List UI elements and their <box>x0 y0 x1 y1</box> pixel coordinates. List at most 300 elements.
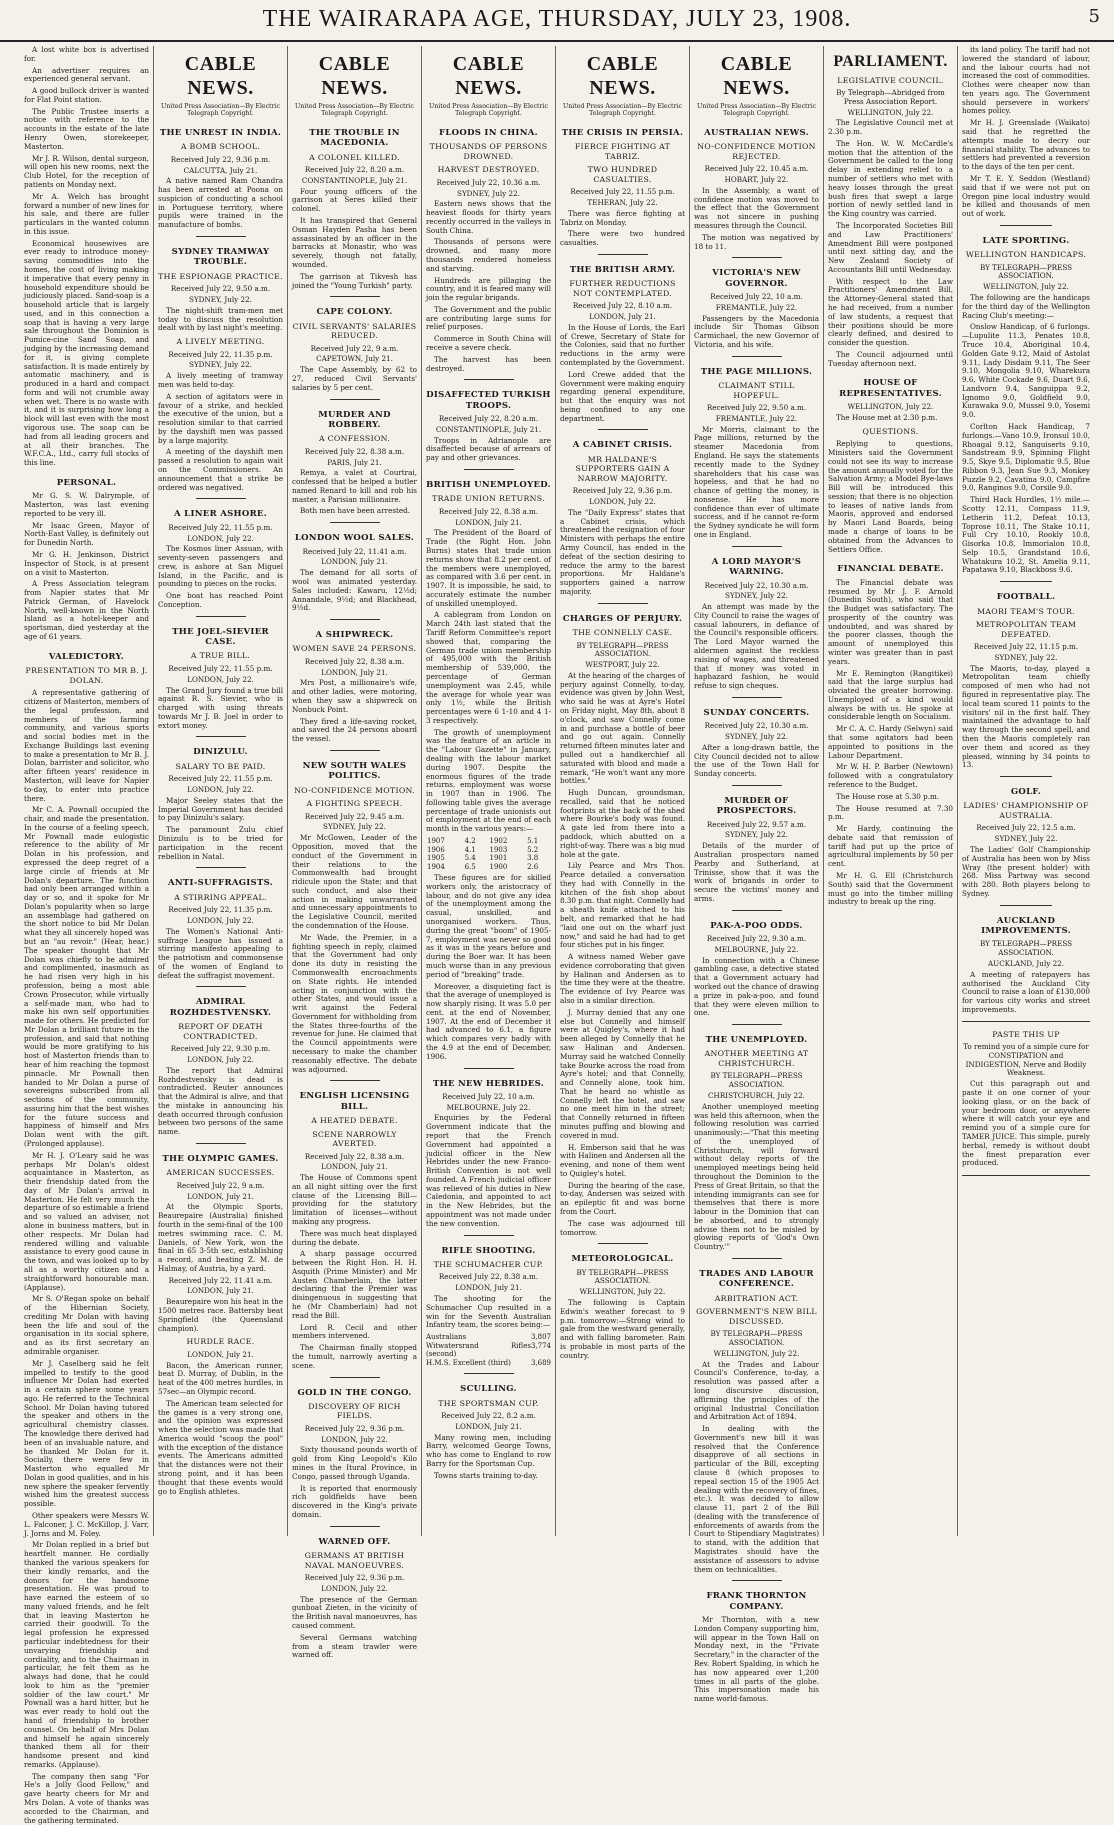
dateline: LONDON, July 21. <box>187 1286 254 1296</box>
dateline: Received July 22, 11.35 p.m. <box>168 905 273 915</box>
paragraph: A meeting of ratepayers has authorised the Auckland City Council to raise a loan of £130,000 for various city works and street improvements. <box>962 969 1090 1014</box>
section-heading: SUNDAY CONCERTS. <box>703 707 810 718</box>
dateline: FREMANTLE, July 22. <box>715 413 798 423</box>
section-heading: THE UNEMPLOYED. <box>705 1035 808 1046</box>
dateline: WELLINGTON, July 22. <box>713 1348 800 1358</box>
divider <box>196 498 246 499</box>
section-heading: THE BRITISH ARMY. <box>569 264 676 275</box>
section-heading: LATE SPORTING. <box>982 235 1070 246</box>
dateline: Received July 22, 10.30 a.m. <box>704 721 809 731</box>
section-heading: GOLF. <box>1010 787 1042 798</box>
page-number: 5 <box>1088 6 1100 27</box>
paragraph: A representative gathering of citizens of Masterton, members of the legal profession, and members of the farming community, and various sports and social bodies met in the Exchange Buildings last evening to make a presentation to Mr B. J. Dolan, barrister and solicitor, who after fifteen years' residence in Masterton, will leave for Napier to-day, to enter into practice there. <box>24 688 149 803</box>
dateline: LONDON, July 21. <box>321 1162 388 1172</box>
paragraph: Lily Pearce and Mrs Thos. Pearce detailed a conversation they had with Connelly in the kitchen of the fish shop about 8.30 p.m. that night. Connelly had a sheath knife attached to his belt, and remarked that he had "laid one out on the wharf just now," and said he had had to get four stiches put in his finger. <box>560 861 685 950</box>
divider <box>732 1580 782 1581</box>
dateline: Received July 22, 8.20 a.m. <box>438 414 539 424</box>
team-score: 3,774 <box>530 1341 551 1350</box>
section-subheading: GOVERNMENT'S NEW BILL DISCUSSED. <box>696 1307 817 1326</box>
section-subheading: WOMEN SAVE 24 PERSONS. <box>292 644 417 654</box>
paragraph: The Grand Jury found a true bill against R. S. Sievier, who is charged with using threats towards Mr J. B. Joel in order to extort money. <box>158 685 283 730</box>
paragraph: The night-shift tram-men met today to discuss the resolution dealt with by last night's meeting. <box>158 305 283 333</box>
paragraph: Remya, a valet at Courtrai, confessed that he helped a butler named Renard to kill and rob his master, a Parisian millionaire. <box>292 468 417 504</box>
paragraph: Other speakers were Messrs W. L. Falconer, J. C. McKillop, J. Varr, J. Jorns and M. Foley. <box>24 1511 149 1538</box>
section-heading: CHARGES OF PERJURY. <box>562 613 683 624</box>
dateline: LONDON, July 22. <box>187 533 254 543</box>
paragraph: The company then sang "For He's a Jolly Good Fellow," and gave hearty cheers for Mr and Mrs Dolan. A vote of thanks was accorded to the Chairman, and the gathering terminated. <box>24 1771 149 1825</box>
section-subheading: HURDLE RACE. <box>186 1337 255 1347</box>
dateline: SYDNEY, July 22. <box>994 652 1058 662</box>
dateline: Received July 22, 9.30 p.m. <box>170 1044 271 1054</box>
divider <box>464 379 514 380</box>
section-heading: HOUSE OF REPRESENTATIVES. <box>839 378 942 399</box>
paragraph: Mr J. Caselberg said he felt impelled to testify to the good influence Mr Dolan had exerted in a certain sphere some years ago. He referred to the Technical School. Mr Dolan having tutored the speaker and others in the agricultural chemistry classes. The knowledge there derived had been of an invaluable nature, and he thanked Mr Dolan for it. Socially, there were few in Masterton who equalled Mr Dolan in good qualities, and in his new sphere the speaker fervently wished him the greatest success possible. <box>24 1358 149 1509</box>
paragraph: The Women's National Anti-suffrage League has issued a stirring manifesto appealing to the patriotism and commonsense of the women of England to defeat the suffragist movement. <box>158 926 283 980</box>
table-cell: 5.4 <box>464 854 476 863</box>
team-name: H.M.S. Excellent (third) <box>426 1358 511 1367</box>
paragraph: The following is Captain Edwin's weather forecast to 9 p.m. tomorrow:—Strong wind to gale from the westward generally, and with falling barometer. Rain is probable in most parts of the country. <box>560 1298 685 1360</box>
section-subheading: QUESTIONS. <box>862 426 919 436</box>
table-cell: 4.2 <box>464 837 476 845</box>
byline: By Telegraph—Abridged from Press Association Report. <box>836 88 945 106</box>
dateline: TEHERAN, July 22. <box>587 198 658 208</box>
advertisement <box>962 1021 1090 1176</box>
section-subheading: PRESENTATION TO MR B. J. DOLAN. <box>25 666 148 685</box>
table-row <box>426 863 551 872</box>
section-heading: PARLIAMENT. <box>833 53 948 70</box>
section-heading: MURDER AND ROBBERY. <box>318 409 391 430</box>
paragraph: Eastern news shows that the heaviest floods for thirty years recently occurred in the valleys in South China. <box>426 199 551 235</box>
section-heading: RIFLE SHOOTING. <box>441 1245 536 1256</box>
table-cell: 1903 <box>489 845 508 854</box>
divider <box>196 986 246 987</box>
dateline: AUCKLAND, July 22. <box>987 958 1065 968</box>
columns <box>20 45 1100 1825</box>
dateline: WESTPORT, July 22. <box>585 660 660 670</box>
section-subheading: FURTHER REDUCTIONS NOT CONTEMPLATED. <box>569 279 676 298</box>
scores-list <box>426 1333 551 1367</box>
column-6 <box>690 46 824 1704</box>
dateline: SYDNEY, July 22. <box>189 295 252 305</box>
dateline: Received July 22, 11.41 a.m. <box>302 546 407 556</box>
press-credit: United Press Association—By Electric Telegraph Copyright. <box>429 102 548 118</box>
paragraph: They fired a life-saving rocket, and saved the 24 persons aboard the vessel. <box>292 716 417 744</box>
paragraph: The Chairman finally stopped the tumult, narrowly averting a scene. <box>292 1343 417 1370</box>
dateline: LONDON, July 21. <box>455 1283 522 1293</box>
table-row <box>426 837 551 846</box>
section-subheading: LADIES' CHAMPIONSHIP OF AUSTRALIA. <box>963 801 1089 820</box>
paragraph: Mr McGowen, Leader of the Opposition, moved that the conduct of the Government in their relations to the Commonwealth had brought ridicule upon the State; and that such conduct, and also their action in making unwarranted and unnecessary appointments to the Legislative Council, merited the condemnation of the House. <box>292 833 417 931</box>
paragraph: The Government and the public are contributing large sums for relief purposes. <box>426 304 551 332</box>
section-subheading: A STIRRING APPEAL. <box>174 892 267 902</box>
divider <box>598 429 648 430</box>
paragraph: Mr H. J. O'Leary said he was perhaps Mr Dolan's oldest acquaintance in Masterton, as their friendship dated from the day of Mr Dolan's arrival in Masterton. He felt very much the departure of so estimable a friend and so valued an adviser, not alone in business matters, but in other respects. Mr Dolan had rendered willing and valuable assistance to every good cause in the town, and was looked up to by all as a worthy citizen and a straightforward honourable man. (Applause). <box>24 1150 149 1292</box>
notice: Mr A. Welch has brought forward a number of new lines for his sale, and there are fuller particulars in the wanted column in this issue. <box>24 191 149 236</box>
paragraph: There was fierce fighting at Tabriz on Monday. <box>560 208 685 227</box>
divider <box>464 469 514 470</box>
paragraph: The garrison at Tikvesh has joined the "Young Turkish" party. <box>292 271 417 290</box>
paragraph: The harvest has been destroyed. <box>426 354 551 373</box>
section-heading: FINANCIAL DEBATE. <box>837 564 944 575</box>
paragraph: A witness named Weber gave evidence corroborating that given by Halinan and Andersen as to the time they were at the theatre. The evidence of Ivy Pearce was also in a similar direction. <box>560 952 685 1006</box>
press-credit: United Press Association—By Electric Telegraph Copyright. <box>295 102 414 118</box>
section-subheading: HARVEST DESTROYED. <box>437 165 540 175</box>
section-subheading: A COLONEL KILLED. <box>309 152 400 162</box>
paragraph: The demand for all sorts of wool was animated yesterday. Sales included: Kawaru, 12½d; Annandale, 9½d; and Blackhead, 9½d. <box>292 568 417 613</box>
notice: A lost white box is advertised for. <box>24 45 149 63</box>
column-8 <box>958 46 1094 1536</box>
dateline: Received July 22, 9.50 a.m. <box>170 284 271 294</box>
paragraph: Mrs Post, a millionaire's wife, and other ladies, were motoring, when they saw a shipwreck on Nonbuck Point. <box>292 678 417 714</box>
dateline: Received July 22, 9 a.m. <box>310 343 399 353</box>
paragraph: Commerce in South China will receive a severe check. <box>426 334 551 353</box>
section-subheading: AMERICAN SUCCESSES. <box>166 1168 275 1178</box>
dateline: Received July 22, 11.55 p.m. <box>168 774 273 784</box>
section-heading: BRITISH UNEMPLOYED. <box>426 480 551 491</box>
cable-news-heading: CABLE NEWS. <box>586 53 659 100</box>
table-cell: 1902 <box>489 837 508 845</box>
paragraph: The House resumed at 7.30 p.m. <box>828 803 953 822</box>
unemployment-table <box>426 837 551 871</box>
section-subheading: A FIGHTING SPEECH. <box>306 799 403 809</box>
dateline: Received July 22, 9.50 a.m. <box>706 403 807 413</box>
dateline: Received July 22, 9.36 p.m. <box>170 154 271 164</box>
paragraph: Mr Isaac Green, Mayor of North-East Valley, is definitely out for Dunedin North. <box>24 520 149 548</box>
paragraph: In dealing with the Government's new bill it was resolved that the Conference disapprove of all sections in particular of the Bill, excepting clause 8 (which proposes to repeal section 15 of the 1905 Act dealing with the recovery of fines, etc.). It was decided to allow clause 11, part 2 of the Bill (dealing with the transference of enforcements of awards from the Court to Stipendiary Magistrates) to stand, with the addition that Magistrates should have the assistance of assessors to advise them on technicalities. <box>694 1424 819 1574</box>
divider <box>196 236 246 237</box>
section-subheading: NO-CONFIDENCE MOTION REJECTED. <box>697 142 816 161</box>
paragraph: One boat has reached Point Conception. <box>158 591 283 609</box>
dateline: Received July 22, 9.36 p.m. <box>304 1573 405 1583</box>
paragraph: A meeting of the dayshift men passed a resolution to again wait on the Commissioners. An announcement that a strike be ordered was negatived. <box>158 447 283 492</box>
paragraph: Replying to questions, Ministers said the Government could not see its way to increase the amount annually voted for the Salvation Army; a Model Bye-laws Bill will be introduced this session; that there is no objection to leases of native lands from Maoris, approved and endorsed by Maori Land Boards, being made a charge of loans to be obtained from the Advances to Settlers Office. <box>828 439 953 554</box>
paragraph: J. Murray denied that any one else but Connelly and himself were at Quigley's, where it had been alleged by Connelly that he saw Halinan and Andersen. Murray said he watched Connelly take Bourke across the road from Ayre's hotel; and that Connelly, and Connelly alone, took him. That he heard no whistle as Connelly left the hotel, and saw no one meet him in the street; that Connelly returned in fifteen minutes puffing and blowing and covered in mud. <box>560 1007 685 1140</box>
byline: BY TELEGRAPH—PRESS ASSOCIATION. <box>710 1329 803 1348</box>
section-subheading: A LIVELY MEETING. <box>176 337 265 347</box>
divider <box>732 1258 782 1259</box>
section-subheading: REPORT OF DEATH CONTRADICTED. <box>178 1022 263 1041</box>
column-3 <box>288 46 422 1660</box>
ad-text: Cut this paragraph out and paste it on one corner of your looking glass, or on the back of your bedroom door, or anywhere where it will catch your eye and remind you of a simple cure for TAMER JUICE. This simple, purely herbal, remedy is without doubt the finest preparation ever produced. <box>962 1079 1090 1168</box>
list-item <box>426 1333 551 1342</box>
divider <box>732 546 782 547</box>
dateline: LONDON, July 21. <box>321 557 388 567</box>
team-name: Witwatersrand Rifles (second) <box>426 1341 531 1359</box>
dateline: SYDNEY, July 22. <box>189 360 252 370</box>
dateline: Received July 22, 12.5 a.m. <box>976 823 1076 833</box>
byline: BY TELEGRAPH—PRESS ASSOCIATION. <box>576 640 669 659</box>
dateline: Received July 22, 9.45 a.m. <box>304 811 405 821</box>
divider <box>330 1080 380 1081</box>
paragraph: Hundreds are pillaging the country, and it is feared many will join the regular brigands. <box>426 275 551 303</box>
cable-news-heading: CABLE NEWS. <box>720 53 793 100</box>
dateline: Received July 22, 10.36 a.m. <box>436 177 541 187</box>
section-heading: A CABINET CRISIS. <box>572 440 673 451</box>
dateline: LONDON, July 21. <box>321 667 388 677</box>
paragraph: In the House of Lords, the Earl of Crewe, Secretary of State for the Colonies, said that no further reductions in the army were contemplated by the Government. <box>560 322 685 367</box>
section-subheading: LEGISLATIVE COUNCIL. <box>837 75 944 85</box>
table-cell: 4.1 <box>464 845 476 854</box>
section-subheading: THE CONNELLY CASE. <box>572 628 673 638</box>
section-subheading: DISCOVERY OF RICH FIELDS. <box>308 1401 401 1421</box>
ad-subheading: To remind you of a simple cure for CONSTIPATION and INDIGESTION, Nerve and Bodily Weakness. <box>963 1042 1089 1078</box>
divider <box>330 296 380 297</box>
paragraph: During the hearing of the case, to-day, Andersen was seized with an epileptic fit and was borne from the Court. <box>560 1180 685 1216</box>
table-cell: 5.2 <box>527 845 539 854</box>
paragraph: At the hearing of the charges of perjury against Connelly, to-day, evidence was given by John West, who said he was at Ayre's Hotel on Friday night, May 8th, about 8 o'clock, and saw Connelly come in and purchase a bottle of beer and go out again. Connelly returned fifteen minutes later and pulled out a handkerchief all saturated with blood and made a remark, "He won't want any more bottles." <box>560 670 685 786</box>
paragraph: The report that Admiral Rozhdestvensky is dead is contradicted. Reuter announces that the Admiral is alive, and that the mistake in announcing his death occurred through confusion between two persons of the same name. <box>158 1065 283 1137</box>
dateline: Received July 22, 8.10 a.m. <box>572 301 673 311</box>
section-subheading: SALARY TO BE PAID. <box>175 761 266 771</box>
paragraph: In the Assembly, a want of confidence motion was moved to the effect that the Government was not sincere in pushing measures through the Council. <box>694 185 819 230</box>
table-cell: 1907 <box>427 837 445 845</box>
section-heading: FLOODS IN CHINA. <box>439 127 538 138</box>
list-item <box>426 1342 551 1359</box>
section-subheading: FIERCE FIGHTING AT TABRIZ. <box>574 142 671 161</box>
dateline: Received July 22, 8.38 a.m. <box>304 446 405 456</box>
dateline: SYDNEY, July 22. <box>725 732 788 742</box>
dateline: Received July 22, 10.30 a.m. <box>704 580 809 590</box>
paragraph: The Council adjourned until Tuesday afternoon next. <box>828 349 953 368</box>
column-5 <box>556 46 690 1536</box>
dateline: Received July 22, 9.36 p.m. <box>572 486 673 496</box>
dateline: CAPETOWN, July 21. <box>316 354 393 364</box>
paragraph: Third Hack Hurdles, 1½ mile.—Scotty 12.11, Compass 11.9, Letherin 11.2, Defeat 10.13, Toprose 10.11, The Stake 10.11, Full Cry 10.10, Rookly 10.8, Gisorka 10.8, Immorialon 10.8, Selp 10.5, Grandstand 10.6, Whatakura 10.2, St. Amelia 9.11, Papatawa 9.10, Blackboss 9.6. <box>962 495 1090 575</box>
dateline: WELLINGTON, July 22. <box>983 282 1069 292</box>
paragraph: Mr H. J. Greenslade (Waikato) said that he regretted the attempts made to decry our financial stability. The advances to settlers had prevented a reversion to the days of the ten per cent. <box>962 118 1090 172</box>
section-subheading: THE SPORTSMAN CUP. <box>438 1398 539 1408</box>
dateline: SYDNEY, July 22. <box>994 834 1058 844</box>
divider <box>732 910 782 911</box>
paragraph: There were two hundred casualties. <box>560 229 685 248</box>
paragraph: Mr T. E. Y. Seddon (Westland) said that if we were not put on Oregon pine local industry would be killed and thousands of men out of work. <box>962 173 1090 219</box>
dateline: CHRISTCHURCH, July 22. <box>708 1090 805 1100</box>
paragraph: Mr Hardy, continuing the debate said that remission of tariff had put up the price of agricultural implements by 50 per cent. <box>828 824 953 869</box>
paragraph: A section of agitators were in favour of a strike, and heckled the executive of the union, but a resolution similar to that carried by the dayshift men was passed by a large majority. <box>158 391 283 445</box>
paragraph: Mr Dolan replied in a brief but heartfelt manner. He cordially thanked the various speakers for their kindly remarks, and the donors for the handsome presentation. He was proud to have earned the esteem of so many valued friends, and he felt that in leaving Masterton he carried their goodwill. To the legal profession he expressed particular indebtedness for their unvarying friendship and cordiality, and to the Chairman in particular, he felt them as he always had done, that he could look to him as the "premier soldier of the law court." Mr Pownall was a hard hitter, but he was ever ready to hold out the hand of friendship to brother counsel. On behalf of Mrs Dolan and himself he again sincerely thanked them all for their handsome present and kind remarks. (Applause). <box>24 1540 149 1769</box>
paragraph: The Hon. W. W. McCardle's motion that the attention of the Government be called to the long delay in extending relief to a number of settlers who met with heavy losses through the great bush fires that swept a large portion of newly settled land in the King country was carried. <box>828 138 953 219</box>
divider <box>1000 581 1051 582</box>
paragraph: Hugh Duncan, groundsman, recalled, said that he noticed footprints at the back of the shed where Bourke's body was found. A gate led from there into a paddock, which abutted on a right-of-way. There was a big mud hole at the gate. <box>560 788 685 859</box>
section-heading: A LINER ASHORE. <box>174 509 267 520</box>
section-subheading: WELLINGTON HANDICAPS. <box>965 250 1087 260</box>
divider <box>464 1235 514 1236</box>
section-heading: PERSONAL. <box>56 477 117 488</box>
paragraph: A cablegram from London on March 24th last stated that the Tariff Reform Committee's report showed that, comparing the German trade union membership of 495,000 with the British membership of 539,000, the percentage of German unemployment was 2.45, while the average for whole year was only 1½, while the British percentages were 6 1-10 and 4 1-3 respectively. <box>426 610 551 725</box>
paragraph: At the Olympic Sports, Beaurepaire (Australia) finished fourth in the semi-final of the 100 metres swimming race. C. M. Daniels, of New York, won the final in 65 3-5th sec, establishing a record, and beating Z. M. de Halmay, of Austria, by a yard. <box>158 1202 283 1273</box>
paragraph: Mr S. O'Regan spoke on behalf of the Hibernian Society, crediting Mr Dolan with having been the life and soul of the organisation in its social sphere, and as its first secretary an admirable organiser. <box>24 1294 149 1356</box>
dateline: MELBOURNE, July 22. <box>446 1102 531 1112</box>
section-heading: GOLD IN THE CONGO. <box>297 1387 412 1398</box>
section-heading: THE UNREST IN INDIA. <box>159 127 282 138</box>
section-subheading: THOUSANDS OF PERSONS DROWNED. <box>429 142 548 161</box>
section-heading: NEW SOUTH WALES POLITICS. <box>302 760 407 782</box>
paragraph: Thousands of persons were drowned, and many more thousands rendered homeless and starving. <box>426 237 551 273</box>
section-heading: THE OLYMPIC GAMES. <box>162 1153 279 1164</box>
masthead <box>0 0 1114 42</box>
dateline: LONDON, July 21. <box>455 1421 522 1431</box>
section-subheading: A HEATED DEBATE. <box>311 1116 398 1126</box>
section-subheading: TRADE UNION RETURNS. <box>432 494 545 504</box>
paragraph: The shooting for the Schumacher Cup resulted in a win for the Seventh Australian Infantry team, the scores being:— <box>426 1294 551 1330</box>
cable-news-heading: CABLE NEWS. <box>452 53 525 100</box>
section-heading: THE JOEL-SIEVIER CASE. <box>172 626 269 648</box>
section-heading: FOOTBALL. <box>996 592 1056 603</box>
section-heading: SYDNEY TRAMWAY TROUBLE. <box>171 247 270 268</box>
dateline: LONDON, July 22. <box>187 915 254 925</box>
section-heading: THE CRISIS IN PERSIA. <box>561 127 684 138</box>
dateline: Received July 22, 8.38 a.m. <box>438 1272 539 1282</box>
dateline: SYDNEY, July 22. <box>725 830 788 840</box>
section-subheading: METROPOLITAN TEAM DEFEATED. <box>975 620 1077 639</box>
table-row <box>426 846 551 855</box>
column-2 <box>154 46 288 1536</box>
paragraph: With respect to the Law Practitioners' Amendment Bill, the Attorney-General stated that he had received, from a number of law students, a request that their positions should be more clearly defined, and desired to consider the question. <box>828 276 953 348</box>
section-heading: FRANK THORNTON COMPANY. <box>706 1591 807 1612</box>
paragraph: There was much heat displayed during the debate. <box>292 1228 417 1247</box>
column-4 <box>422 46 556 1536</box>
section-subheading: THE SCHUMACHER CUP. <box>433 1259 544 1269</box>
section-heading: WARNED OFF. <box>318 1536 391 1547</box>
paragraph: It has transpired that General Osman Hayden Pasha has been assassinated by an officer in the barracks at Monastir, who was severely, though not fatally, wounded. <box>292 216 417 269</box>
paragraph: The presence of the German gunboat Zieten, in the vicinity of the British naval manoeuvres, has caused comment. <box>292 1594 417 1630</box>
divider <box>1000 225 1051 226</box>
section-heading: VICTORIA'S NEW GOVERNOR. <box>712 268 801 289</box>
press-credit: United Press Association—By Electric Telegraph Copyright. <box>563 102 682 118</box>
ad-heading: PASTE THIS UP <box>992 1029 1060 1039</box>
section-heading: THE TROUBLE IN MACEDONIA. <box>309 127 400 149</box>
dateline: SYDNEY, July 22. <box>725 591 788 601</box>
section-subheading: A BOMB SCHOOL. <box>180 142 261 152</box>
paragraph: Another unemployed meeting was held this afternoon, when the following resolution was carried unanimously:—"That this meeting of the unemployed of Christchurch, will forward without delay reports of the unemployed meetings being held throughout the Dominion to the Press of Great Britain, so that the intending immigrants can see for themselves that there is more labour in the Dominion that can be absorbed, and to strongly advise them not to be misled by glowing reports of 'God's Own Country.'" <box>694 1101 819 1252</box>
divider <box>1000 776 1051 777</box>
paragraph: The President of the Board of Trade (the Right Hon. John Burns) states that trade union returns show that 8.2 per cent. of the members were unemployed, as compared with 3.6 per cent. in 1907. It is impossible, he said, to accurately estimate the number of unskilled unemployed. <box>426 528 551 608</box>
dateline: LONDON, July 21. <box>187 1349 254 1359</box>
dateline: Received July 22, 11.41 a.m. <box>168 1275 273 1285</box>
paragraph: The "Daily Express" states that a Cabinet crisis, which threatened the resignation of four Ministers with perhaps the entire Army Council, has ended in the defeat of the section desiring to reduce the army to the barest proportions. Mr Haldane's supporters gained a narrow majority. <box>560 507 685 596</box>
divider <box>196 867 246 868</box>
dateline: Received July 22, 9.30 a.m. <box>706 934 807 944</box>
table-cell: 5.1 <box>527 837 539 845</box>
dateline: Received July 22, 8.20 a.m. <box>304 165 405 175</box>
dateline: LONDON, July 22. <box>321 1583 388 1593</box>
notice: Mr J. R. Wilson, dental surgeon, will open his new rooms, next the Club Hotel, for the reception of patients on Monday next. <box>24 153 149 189</box>
paragraph: Bacon, the American runner, beat D. Murray, of Dublin, in the heat of the 400 metres hurdles, in 57sec—an Olympic record. <box>158 1360 283 1396</box>
table-cell: 1906 <box>427 845 445 854</box>
paragraph: Beaurepaire won his heat in the 1500 metres race. Battersby beat Springfield (the Queensland champion). <box>158 1297 283 1333</box>
table-cell: 1905 <box>427 854 445 863</box>
dateline: LONDON, July 22. <box>321 1434 388 1444</box>
paragraph: A sharp passage occurred between the Right Hon. H. H. Asquith (Prime Minister) and Mr Austen Chamberlain, the latter declaring that the Premier was disingenuous in suggesting that he (Mr Chamberlain) had not read the Bill. <box>292 1249 417 1320</box>
section-heading: THE NEW HEBRIDES. <box>432 1078 545 1089</box>
table-cell: 1900 <box>489 862 508 871</box>
team-score: 3,807 <box>530 1333 551 1342</box>
paragraph: Lord Crewe added that the Government were making enquiry regarding general expenditure, but that the enquiry was not being confined to any one department. <box>560 369 685 423</box>
section-subheading: CLAIMANT STILL HOPEFUL. <box>718 381 795 400</box>
paragraph: Major Seeley states that the Imperial Government has decided to pay Dinizulu's salary. <box>158 795 283 823</box>
byline: BY TELEGRAPH—PRESS ASSOCIATION. <box>979 262 1073 281</box>
table-cell: 1901 <box>489 854 508 863</box>
section-heading: ENGLISH LICENSING BILL. <box>299 1091 410 1112</box>
dateline: Received July 22, 8.38 a.m. <box>304 656 405 666</box>
notice: The Public Trustee inserts a notice with reference to the accounts in the estate of the late Henry Owen, storekeeper, Masterton. <box>24 106 149 151</box>
paragraph: The Kosmos liner Assuan, with seventy-seven passengers and crew, is ashore at San Miguel Island, in the Pacific, and is pounding to pieces on the rocks. <box>158 544 283 589</box>
team-score: 3,689 <box>530 1358 551 1367</box>
paragraph: Onslow Handicap, of 6 furlongs.—Lupulite 11.3, Penates 10.8, Truce 10.4, Aboriginal 10.4, Golden Gate 9.12, Maid of Astolat 9.11, Lady Disdain 9.11, The Seer 9.10, Mongolia 9.10, Wharekura 9.6, White Cockade 9.6, Duart 9.6, Landvorn 9.4, Sanguippa 9.2, Ignomo 9.0, Goldfield 9.0, Kurawaka 9.0, Mussel 9.0, Yosemi 9.0. <box>962 322 1090 420</box>
section-heading: SCULLING. <box>460 1384 517 1395</box>
divider <box>330 399 380 400</box>
paragraph: Mr C. A. Pownall occupied the chair, and made the presentation. In the course of a feeling speech, Mr Pownall made eulogistic reference to the ability of Mr Dolan in his profession, and expressed the deep regret of a large circle of friends at Mr Dolan's departure. The function had only been arranged within a day or so, and it spoke for Mr Dolan's popularity when so large an assemblage had gathered on the short notice to bid Mr Dolan what they all sincerely hoped was but an "au revoir." (Hear, hear.) The speaker thought that Mr Dolan was chiefly to be admired and complimented, inasmuch as he had risen very high in his profession, being a most able Crown Prosecutor, while virtually a self-made man, who had to make his own self opportunities made for others. He predicted for Mr Dolan a brilliant future in the profession, and said that nothing would be more gratifying to his host of Masterton friends than to hear of him reaching the topmost pinnacle. Mr Pownall then handed to Mr Dolan a purse of sovereigns subscribed from all sections of the community, assuring him that the best wishes for the future success and happiness of himself and Mrs Dolan went with the gift. (Prolonged applause). <box>24 805 149 1148</box>
paragraph: The Maoris, to-day, played a Metropolitan team chiefly composed of men who had not figured in representative play. The local team scored 11 points to the visitors' nil in the first half. They maintained the advantage to half way through the second spell, and then the Maoris completely ran over them and scored as they pleased, winning by 34 points to 13. <box>962 663 1090 770</box>
divider <box>330 1377 380 1378</box>
paragraph: The American team selected for the games is a very strong one, and the opinion was expressed when the selection was made that America would "scoop the pool" with the exception of the distance events. The Americans admitted that the distances were not their strong point, and it has been thought that these events would go to English athletes. <box>158 1398 283 1496</box>
paragraph: Corlton Hack Handicap, 7 furlongs.—Vano 10.9, Ironsul 10.0, Rhoagal 9.12, Sanguiserts 9.10, Sandstream 9.9, Spinning Flight 9.5, Skye 9.5, Diplomatic 9.5, Blue Ribbon 9.3, Jean Sue 9.3, Monkey Puzzle 9.2, Cavatina 9.0, Campfire 9.0, Ranginos 9.0, Corsile 9.0. <box>962 421 1090 493</box>
divider <box>732 785 782 786</box>
byline: BY TELEGRAPH—PRESS ASSOCIATION. <box>979 939 1073 958</box>
dateline: Received July 22, 9 a.m. <box>176 1180 265 1190</box>
dateline: LONDON, July 21. <box>589 312 656 322</box>
divider <box>330 619 380 620</box>
divider <box>598 603 648 604</box>
paragraph: The Financial debate was resumed by Mr J. F. Arnold (Dunedin South), who said that the Budget was satisfactory. The prosperity of the country was undoubted, and was shared by the poorer classes, though the amount of unemployed this winter was greater than in past years. <box>828 577 953 666</box>
paragraph: A lively meeting of tramway men was held to-day. <box>158 371 283 389</box>
dateline: MELBOURNE, July 22. <box>714 944 799 954</box>
paragraph: These figures are for skilled workers only, the aristocracy of labour, and do not give any idea of the unemployment among the casual, unskilled, and unorganised workers. Thus, during the great "boom" of 1905-7, employment was never so good as it was in the years before and during the Boer war. It has been much worse than in any previous period of "breaking" trade. <box>426 873 551 979</box>
paragraph: Mr Morris, claimant to the Page millions, returned by the steamer Macedonia from England. He says the statements recently made to the Sydney shareholders that his case was hopeless, and that he had no chance of getting the money, is nonsense. He has more confidence than ever of ultimate success, and if he cannot re-form the Sydney syndicate he will form one in England. <box>694 424 819 539</box>
paragraph: A native named Ram Chandra has been arrested at Poona on suspicion of conducting a school in Portuguese territory, where pupils were trained in the manufacture of bombs. <box>158 176 283 230</box>
section-subheading: ARBITRATION ACT. <box>714 1293 799 1303</box>
dateline: LONDON, July 21. <box>187 1191 254 1201</box>
dateline: Received July 22, 8.2 a.m. <box>441 1411 536 1421</box>
dateline: CALCUTTA, July 21. <box>183 165 258 175</box>
table-cell: 1904 <box>427 862 445 871</box>
masthead-title: THE WAIRARAPA AGE, THURSDAY, JULY 23, 1908. <box>262 6 852 32</box>
section-subheading: NO-CONFIDENCE MOTION. <box>294 785 415 795</box>
divider <box>598 254 648 255</box>
section-subheading: A TRUE BILL. <box>190 651 251 661</box>
dateline: Received July 22, 10 a.m. <box>442 1091 535 1101</box>
section-subheading: ANOTHER MEETING AT CHRISTCHURCH. <box>704 1049 809 1068</box>
section-heading: MURDER OF PROSPECTORS. <box>716 795 797 817</box>
paragraph: Mr W. H. P. Barber (Newtown) followed with a congratulatory reference to the Budget. <box>828 762 953 789</box>
paragraph: The motion was negatived by 18 to 11. <box>694 232 819 251</box>
dateline: LONDON, July 21. <box>455 517 522 527</box>
paragraph: The growth of unemployment was the feature of an article in the "Labour Gazette" in January, dealing with the labour market during 1907. Despite the enormous figures of the trade returns, employment was worse in 1907 than in 1906. The following table gives the average percentage of trade unionists out of employment at the end of each month in the various years:— <box>426 727 551 834</box>
divider <box>196 616 246 617</box>
dateline: WELLINGTON, July 22. <box>579 1287 666 1297</box>
paragraph: Several Germans watching from a steam trawler were warned off. <box>292 1632 417 1660</box>
divider <box>330 1526 380 1527</box>
section-heading: TRADES AND LABOUR CONFERENCE. <box>699 1269 814 1290</box>
paragraph: Passengers by the Macedonia include Sir Thomas Gibson Carmichael, the new Governor of Victoria, and his wife. <box>694 313 819 349</box>
cable-news-heading: CABLE NEWS. <box>318 53 391 100</box>
dateline: HOBART, July 22. <box>724 175 789 185</box>
divider <box>732 356 782 357</box>
column-1 <box>20 45 154 1825</box>
dateline: Received July 22, 10.45 a.m. <box>704 164 809 174</box>
table-row <box>426 854 551 863</box>
section-heading: AUCKLAND IMPROVEMENTS. <box>981 915 1071 937</box>
divider <box>732 257 782 258</box>
paragraph: The Incorporated Societies Bill and Law Practitioners' Amendment Bill were postponed until next sitting day, and the New Zealand Society of Accountants Bill until Wednesday. <box>828 220 953 274</box>
section-subheading: A CONFESSION. <box>318 434 391 444</box>
byline: BY TELEGRAPH—PRESS ASSOCIATION. <box>576 1267 669 1286</box>
divider <box>464 1373 514 1374</box>
notice: Economical housewives are ever ready to introduce money-saving commodities into the homes, the cost of living making it imperative that every penny in household expenditure should be judiciously placed. Sand-soap is a household article that is largely used, and in this connection a soap that is having a very large sale throughout the Dominion is Pumice-cine Sand Soap, and judging by the increasing demand for it, is giving complete satisfaction. It is made entirely by automatic machinery, and is produced in a hard and compact form and will not crumble away when wet. There is no waste with it, and it is surprising how long a block will last even with the most vigorous use. The soap can be had from all leading grocers and at all their branches. The W.F.C.A., Ltd., carry full stocks of this line. <box>24 238 149 468</box>
paragraph: Mr Thornton, with a new London Company supporting him, will appear in the Town Hall on Monday next, in the "Private Secretary," in the character of the Rev. Robert Spalding, in which he has now appeared over 1,200 times in all parts of the globe. This impersonation made his name world-famous. <box>694 1615 819 1704</box>
dateline: CONSTANTINOPLE, July 21. <box>301 175 408 185</box>
paragraph: Mr G. S. W. Dalrymple, of Masterton, was last evening reported to be very ill. <box>24 491 149 518</box>
